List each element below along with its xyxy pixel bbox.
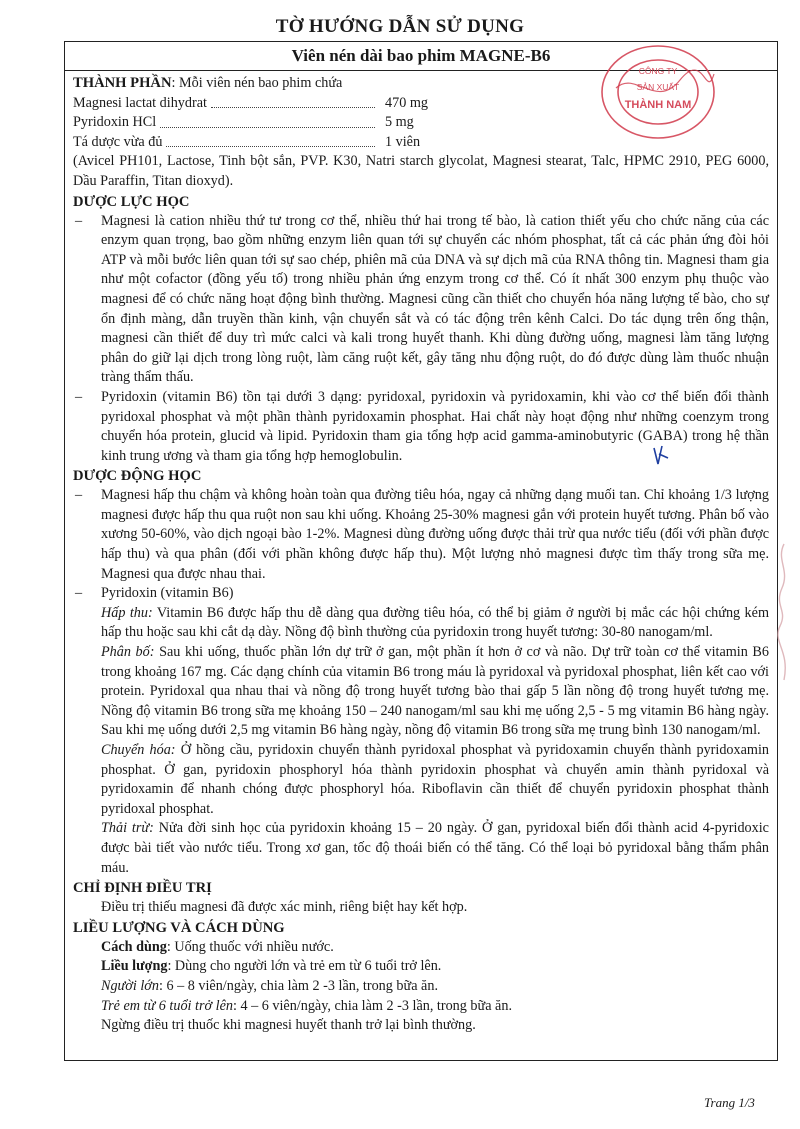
pharmacokinetics-heading: DƯỢC ĐỘNG HỌC <box>73 468 202 485</box>
subsection-label: Chuyển hóa: <box>101 742 176 758</box>
adult-dose-line <box>73 977 769 997</box>
indication-section <box>73 878 769 918</box>
excipients-list: (Avicel PH101, Lactose, Tinh bột sắn, PVP. K30, Natri starch glycolat, Magnesi stearat, Talc, HPMC 2910, PEG 6000, Dầu Paraffin, Titan dioxyd). <box>73 153 769 189</box>
pharmacodynamics-section <box>73 192 769 467</box>
ingredient-qty: 1 viên <box>385 133 421 150</box>
subsection-text: Ở hồng cầu, pyridoxin chuyển thành pyridoxal phosphat và pyridoxamin chuyển thành pyridoxamin phosphat. Ở gan, pyridoxin phosphoryl hóa thành pyridoxin phosphat và chuyển amin thành pyridoxal và pyridoxamin để nhanh chóng được phosphoryl hóa. Riboflavin cần thiết để chuyển pyridoxin phosphat thành pyridoxal phosphat. <box>101 742 769 817</box>
ingredient-qty: 5 mg <box>385 114 414 131</box>
list-item <box>73 584 769 604</box>
indication-heading: CHỈ ĐỊNH ĐIỀU TRỊ <box>73 880 212 897</box>
page-number: Trang 1/3 <box>704 1095 755 1110</box>
usage-text: : Uống thuốc với nhiều nước. <box>166 938 334 955</box>
pk-subsection <box>73 604 769 643</box>
subsection-label: Phân bố: <box>101 644 155 661</box>
ingredient-qty: 470 mg <box>385 94 428 111</box>
dot-leader <box>211 94 375 109</box>
pharmacodynamics-heading: DƯỢC LỰC HỌC <box>73 193 190 210</box>
adult-text: : 6 – 8 viên/ngày, chia làm 2 -3 lần, trong bữa ăn. <box>158 977 438 994</box>
dosage-heading: LIỀU LƯỢNG VÀ CÁCH DÙNG <box>73 919 285 936</box>
dose-label: Liều lượng <box>101 958 168 975</box>
adult-label: Người lớn <box>101 977 159 994</box>
handwritten-tick-mark <box>650 442 672 468</box>
margin-signature-mark <box>770 540 798 690</box>
composition-heading: THÀNH PHẦN <box>73 75 172 91</box>
document-body <box>65 71 777 1036</box>
company-seal-stamp <box>596 40 720 142</box>
pyridoxine-subheading: Pyridoxin (vitamin B6) <box>101 585 234 602</box>
indication-text: Điều trị thiếu magnesi đã được xác minh, riêng biệt hay kết hợp. <box>101 899 468 916</box>
subsection-label: Hấp thu: <box>101 604 153 621</box>
list-item <box>73 486 769 584</box>
ingredient-name: Tá dược vừa đủ <box>73 133 163 150</box>
child-text: : 4 – 6 viên/ngày, chia làm 2 -3 lần, trong bữa ăn. <box>232 997 512 1014</box>
dot-leader <box>160 113 375 128</box>
list-item <box>73 212 769 388</box>
usage-label: Cách dùng <box>101 938 167 955</box>
seal-line-2: SẢN XUẤT <box>636 82 680 92</box>
pk-subsection <box>73 741 769 819</box>
product-name: Viên nén dài bao phim MAGNE-B6 <box>65 42 777 71</box>
paragraph-text: Pyridoxin (vitamin B6) tồn tại dưới 3 dạng: pyridoxal, pyridoxin và pyridoxamin, khi vào cơ thể biến đổi thành pyridoxal phosphat và một phần thành pyridoxamin phosphat. Hai chất này hoạt động như những coenzym trong chuyển hóa protein, glucid và lipid. Pyridoxin tham gia tổng hợp acid gamma-aminobutyric (GABA) trong hệ thần kinh trung ương và tham gia tổng hợp hemoglobulin. <box>101 388 769 464</box>
subsection-label: Thải trừ: <box>101 820 154 837</box>
dot-leader <box>166 133 375 148</box>
stop-treatment-text: Ngừng điều trị thuốc khi magnesi huyết thanh trở lại bình thường. <box>101 1017 476 1034</box>
seal-line-3: THÀNH NAM <box>624 99 692 111</box>
ingredient-row <box>73 113 443 133</box>
ingredient-row <box>73 133 443 153</box>
composition-intro: : Mỗi viên nén bao phim chứa <box>171 75 343 91</box>
pk-subsection <box>73 819 769 878</box>
usage-line <box>73 938 769 958</box>
paragraph-text: Magnesi hấp thu chậm và không hoàn toàn qua đường tiêu hóa, ngay cả những dạng muối tan. Chỉ khoảng 1/3 lượng magnesi được hấp thu qua ruột non sau khi uống. Khoảng 25-30% magnesi gắn với protein huyết tương. Phân bố vào xương 50-60%, vào dịch ngoại bào 1-2%. Magnesi dùng đường uống được thải trừ qua nước tiểu (đối với phần được hấp thu) và qua phân (đối với phần không được hấp thu). Một lượng nhỏ magnesi được tìm thấy trong sữa mẹ. Magnesi qua được nhau thai. <box>101 487 769 582</box>
dash-bullet: – <box>75 212 83 229</box>
pharmacokinetics-section <box>73 466 769 878</box>
subsection-text: Vitamin B6 được hấp thu dễ dàng qua đường tiêu hóa, có thể bị giảm ở người bị mắc các hội chứng kém hấp thu hoặc sau khi cắt dạ dày. Nồng độ bình thường của pyridoxin trong huyết tương: 30-80 nanogam/ml. <box>101 604 769 641</box>
child-dose-line <box>73 997 769 1017</box>
ingredient-name: Pyridoxin HCl <box>73 114 157 131</box>
dash-bullet: – <box>75 585 83 602</box>
dash-bullet: – <box>75 388 83 405</box>
paragraph-text: Magnesi là cation nhiều thứ tư trong cơ thể, nhiều thứ hai trong tế bào, là cation thiết yếu cho chức năng của các enzym quan trọng, bao gồm những enzym liên quan tới sự chuyển các nhóm phosphat, tất cả các phản ứng đòi hỏi ATP và mỗi bước liên quan tới sự sao chép, phiên mã của DNA và sự dịch mã của RNA thông tin. Magnesi tham gia như một cofactor (đồng yếu tố) trong nhiều phản ứng enzym trong cơ thể. Có ít nhất 300 enzym phụ thuộc vào magnesi để có chức năng hoạt động bình thường. Magnesi cũng cần thiết cho chuyển hóa năng lượng tế bào, cho sự ổn định màng, dẫn truyền thần kinh, vận chuyển sắt và có tác động trên kênh Calci. Do tác dụng trên ống thận, magnesi cần thiết để duy trì mức calci và kali trong huyết thanh. Khi dùng đường uống, magnesi làm tăng lượng phân do giữ lại dịch trong lòng ruột, làm căng ruột kết, gây tăng nhu động ruột, do đó được dùng làm thuốc nhuận tràng thẩm thấu. <box>101 212 769 386</box>
document-title: TỜ HƯỚNG DẪN SỬ DỤNG <box>275 16 525 37</box>
ingredient-name: Magnesi lactat dihydrat <box>73 94 207 111</box>
subsection-text: Nửa đời sinh học của pyridoxin khoảng 15 – 20 ngày. Ở gan, pyridoxal biến đổi thành acid 4-pyridoxic được bài tiết vào nước tiểu. Trong xơ gan, tốc độ thoái biến có thể tăng. Có thể loại bỏ pyridoxal bằng thẩm phân máu. <box>101 820 769 876</box>
dosage-section <box>73 918 769 1036</box>
dose-line <box>73 957 769 977</box>
ingredient-row <box>73 94 443 114</box>
child-label: Trẻ em từ 6 tuổi trở lên <box>101 997 233 1014</box>
pk-subsection <box>73 643 769 741</box>
dose-text: : Dùng cho người lớn và trẻ em từ 6 tuổi trở lên. <box>167 958 442 975</box>
dash-bullet: – <box>75 487 83 504</box>
subsection-text: Sau khi uống, thuốc phần lớn dự trữ ở gan, một phần ít hơn ở cơ và não. Dự trữ toàn cơ thể vitamin B6 trong khoảng 167 mg. Các dạng chính của vitamin B6 trong máu là pyridoxal và pyridoxal phosphat, liên kết cao với protein. Pyridoxal qua nhau thai và nồng độ trong huyết tương bào thai gấp 5 lần nồng độ trong huyết tương mẹ. Nồng độ vitamin B6 trong sữa mẹ khoảng 150 – 240 nanogam/ml sau khi mẹ uống 2,5 - 5 mg vitamin B6 hàng ngày. Sau khi mẹ uống dưới 2,5 mg vitamin B6 hàng ngày, nồng độ vitamin B6 trong sữa mẹ trung bình 130 nanogam/ml. <box>101 644 769 739</box>
content-frame <box>64 41 778 1061</box>
seal-line-1: CÔNG TY <box>638 66 678 76</box>
